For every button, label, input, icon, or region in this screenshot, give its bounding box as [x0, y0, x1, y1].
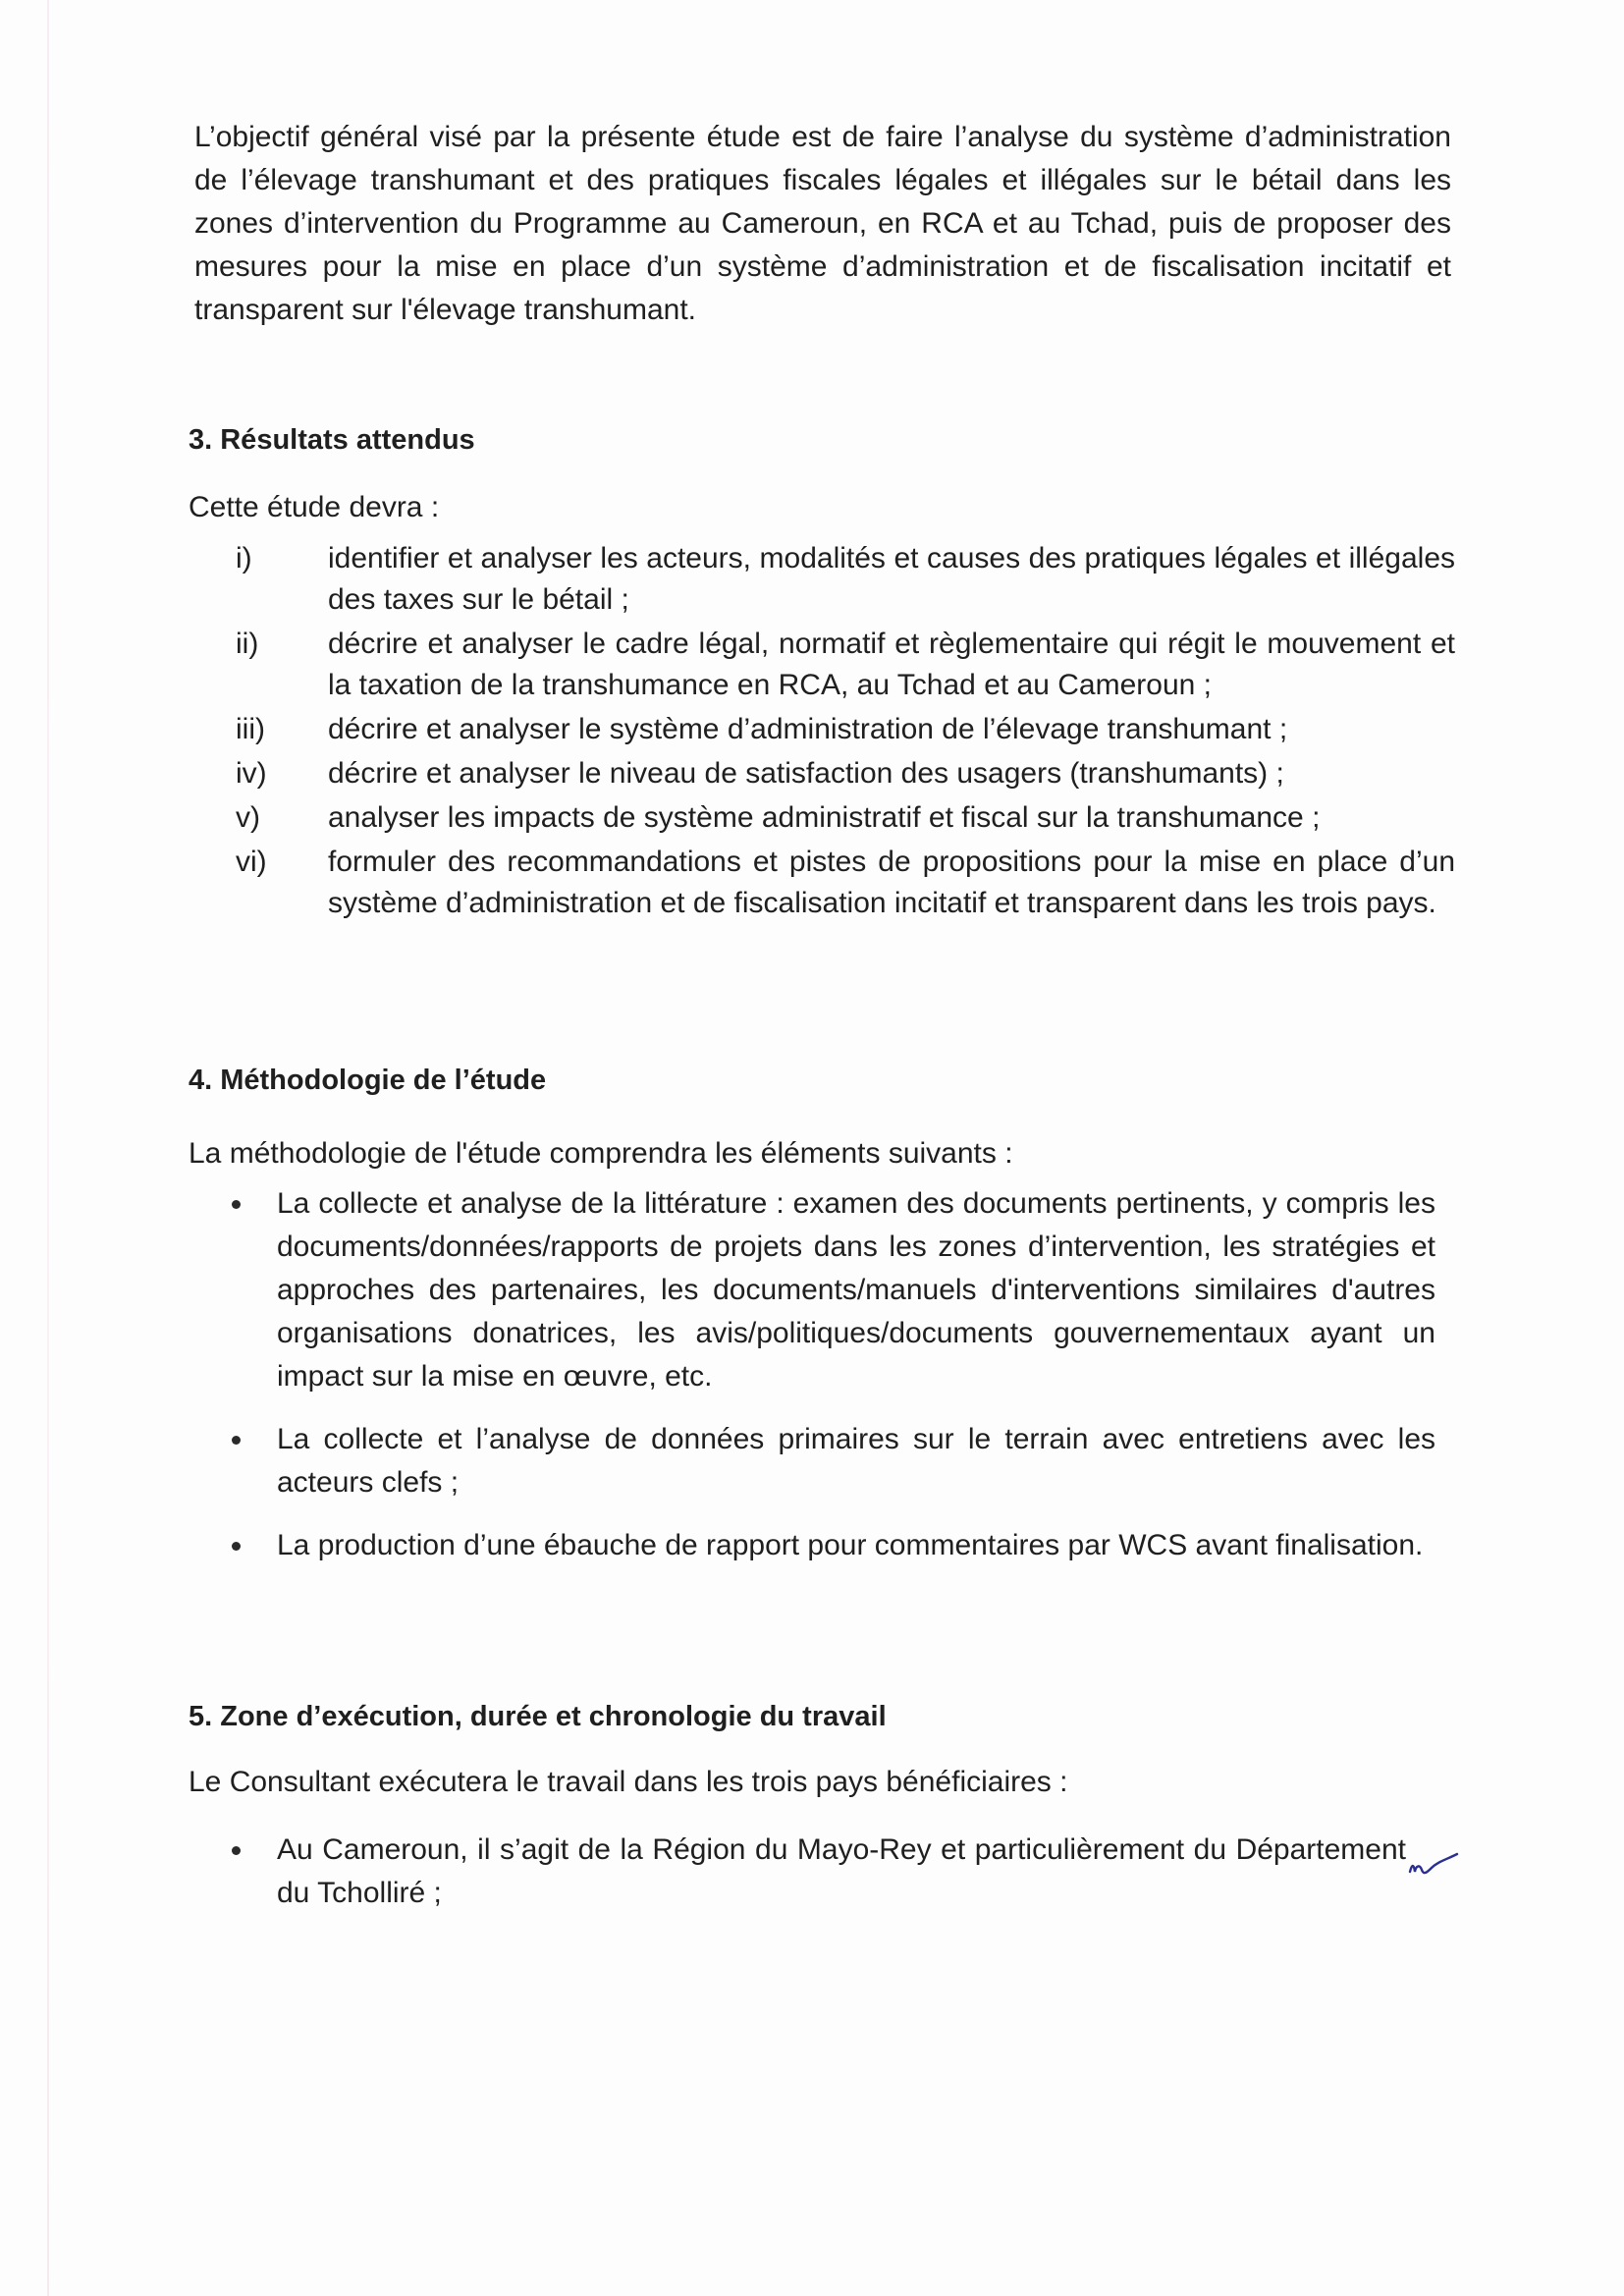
- list-item: La collecte et l’analyse de données primaires sur le terrain avec entretiens avec les acteurs clefs ;: [189, 1418, 1435, 1504]
- section-4-lead: La méthodologie de l'étude comprendra les éléments suivants :: [189, 1137, 1013, 1170]
- methodology-list: [189, 1182, 1435, 1587]
- list-item: Au Cameroun, il s’agit de la Région du Mayo-Rey et particulièrement du Département du Tcholliré ;: [189, 1829, 1406, 1915]
- handwritten-initials-icon: [1406, 1846, 1465, 1886]
- section-3-heading: 3. Résultats attendus: [189, 424, 475, 456]
- list-item: iv) décrire et analyser le niveau de satisfaction des usagers (transhumants) ;: [236, 757, 1284, 790]
- intro-paragraph: L’objectif général visé par la présente étude est de faire l’analyse du système d’administration de l’élevage transhumant et des pratiques fiscales légales et illégales sur le bétail dans les zones d’intervention du Programme au Cameroun, en RCA et au Tchad, puis de proposer des mesures pour la mise en place d’un système d’administration et de fiscalisation incitatif et transparent sur l'élevage transhumant.: [194, 121, 1451, 326]
- list-item: La production d’une ébauche de rapport pour commentaires par WCS avant finalisation.: [189, 1524, 1435, 1567]
- zones-list: [189, 1829, 1406, 1935]
- section-5-heading: 5. Zone d’exécution, durée et chronologie du travail: [189, 1701, 887, 1732]
- expected-results-list: [189, 538, 1455, 927]
- bullet-icon: [232, 1542, 241, 1551]
- section-4-heading: 4. Méthodologie de l’étude: [189, 1065, 547, 1096]
- bullet-icon: [232, 1846, 241, 1855]
- list-item: iii) décrire et analyser le système d’administration de l’élevage transhumant ;: [236, 713, 1288, 745]
- section-5-lead: Le Consultant exécutera le travail dans les trois pays bénéficiaires :: [189, 1766, 1068, 1798]
- list-item: v) analyser les impacts de système administratif et fiscal sur la transhumance ;: [236, 801, 1321, 834]
- list-item: vi) formuler des recommandations et pistes de propositions pour la mise en place d’un système d’administration et de fiscalisation incitatif et transparent dans les trois pays.: [236, 846, 1455, 919]
- list-item: i) identifier et analyser les acteurs, modalités et causes des pratiques légales et illégales des taxes sur le bétail ;: [236, 542, 1455, 616]
- bullet-icon: [232, 1436, 241, 1445]
- list-item: La collecte et analyse de la littérature : examen des documents pertinents, y compris les documents/données/rapports de projets dans les zones d’intervention, les stratégies et approches des partenaires, les documents/manuels d'interventions similaires d'autres organisations donatrices, les avis/politiques/documents gouvernementaux ayant un impact sur la mise en œuvre, etc.: [189, 1182, 1435, 1398]
- list-item: ii) décrire et analyser le cadre légal, normatif et règlementaire qui régit le mouvement et la taxation de la transhumance en RCA, au Tchad et au Cameroun ;: [236, 628, 1455, 701]
- section-3-lead: Cette étude devra :: [189, 491, 440, 523]
- bullet-icon: [232, 1200, 241, 1209]
- margin-edge: [47, 0, 49, 2296]
